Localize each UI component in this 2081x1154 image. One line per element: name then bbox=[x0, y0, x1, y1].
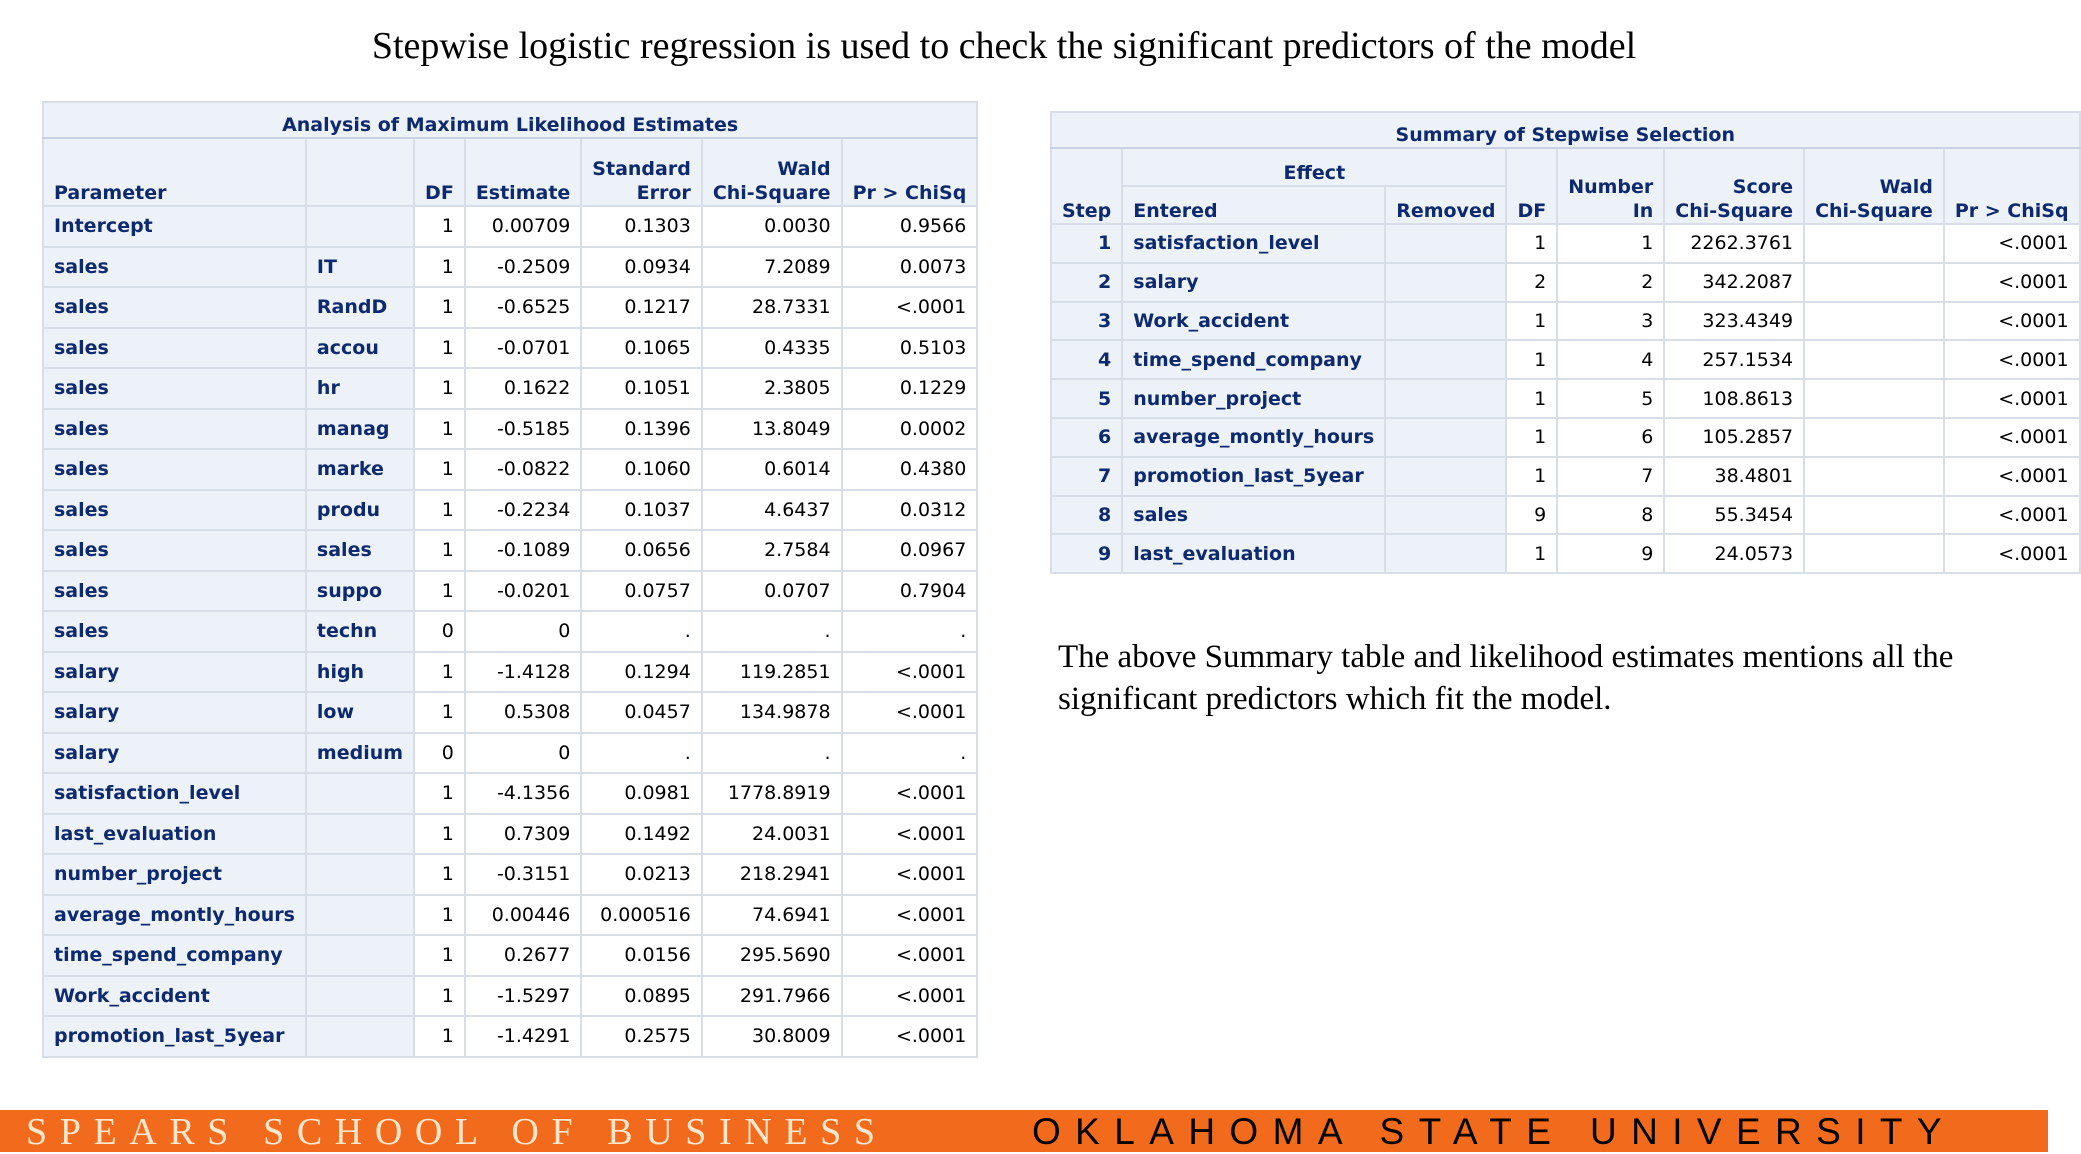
stepwise-row bbox=[1051, 302, 2080, 341]
mle-cell-wald-chisq: 7.2089 bbox=[702, 247, 842, 288]
mle-cell-estimate: 0.00446 bbox=[465, 895, 581, 936]
stepwise-cell-score-chisq: 2262.3761 bbox=[1664, 224, 1804, 263]
mle-cell-df: 1 bbox=[414, 1016, 465, 1057]
mle-cell-df: 1 bbox=[414, 814, 465, 855]
mle-cell-wald-chisq: 2.3805 bbox=[702, 368, 842, 409]
mle-cell-parameter: sales bbox=[43, 571, 306, 612]
mle-cell-estimate: -1.4291 bbox=[465, 1016, 581, 1057]
mle-row bbox=[43, 449, 977, 490]
stepwise-table bbox=[1050, 111, 2081, 574]
mle-cell-level bbox=[306, 814, 414, 855]
stepwise-cell-number-in: 2 bbox=[1557, 263, 1664, 302]
stepwise-header-removed: Removed bbox=[1385, 186, 1506, 224]
stepwise-header-p: Pr > ChiSq bbox=[1944, 148, 2080, 224]
mle-cell-estimate: -0.5185 bbox=[465, 409, 581, 450]
mle-cell-parameter: time_spend_company bbox=[43, 935, 306, 976]
mle-cell-estimate: -1.4128 bbox=[465, 652, 581, 693]
stepwise-header-step: Step bbox=[1051, 148, 1122, 224]
mle-cell-std-error: 0.0895 bbox=[581, 976, 702, 1017]
mle-header-std-error-line2: Error bbox=[636, 182, 691, 204]
stepwise-row bbox=[1051, 534, 2080, 573]
mle-cell-p-value: . bbox=[842, 733, 978, 774]
mle-row bbox=[43, 611, 977, 652]
mle-cell-p-value: <.0001 bbox=[842, 773, 978, 814]
stepwise-cell-number-in: 4 bbox=[1557, 340, 1664, 379]
mle-cell-std-error: . bbox=[581, 611, 702, 652]
mle-cell-estimate: -0.0822 bbox=[465, 449, 581, 490]
mle-cell-std-error: 0.0156 bbox=[581, 935, 702, 976]
stepwise-cell-number-in: 9 bbox=[1557, 534, 1664, 573]
mle-cell-std-error: 0.0656 bbox=[581, 530, 702, 571]
mle-cell-std-error: 0.0981 bbox=[581, 773, 702, 814]
mle-cell-wald-chisq: 119.2851 bbox=[702, 652, 842, 693]
mle-header-wald bbox=[702, 138, 842, 206]
stepwise-header-entered: Entered bbox=[1122, 186, 1385, 224]
mle-cell-level: manag bbox=[306, 409, 414, 450]
mle-cell-df: 1 bbox=[414, 530, 465, 571]
mle-cell-std-error: 0.1065 bbox=[581, 328, 702, 369]
mle-cell-wald-chisq: 0.0030 bbox=[702, 206, 842, 247]
stepwise-cell-score-chisq: 105.2857 bbox=[1664, 418, 1804, 457]
mle-cell-p-value: 0.4380 bbox=[842, 449, 978, 490]
mle-cell-level bbox=[306, 1016, 414, 1057]
mle-cell-estimate: -0.2234 bbox=[465, 490, 581, 531]
mle-cell-df: 1 bbox=[414, 247, 465, 288]
mle-cell-std-error: 0.1037 bbox=[581, 490, 702, 531]
mle-row bbox=[43, 976, 977, 1017]
mle-cell-p-value: 0.0073 bbox=[842, 247, 978, 288]
stepwise-cell-removed bbox=[1385, 224, 1506, 263]
stepwise-cell-number-in: 1 bbox=[1557, 224, 1664, 263]
stepwise-cell-df: 1 bbox=[1506, 224, 1557, 263]
stepwise-header-wald bbox=[1804, 148, 1944, 224]
stepwise-cell-score-chisq: 257.1534 bbox=[1664, 340, 1804, 379]
mle-cell-wald-chisq: 291.7966 bbox=[702, 976, 842, 1017]
mle-header-wald-line2: Chi-Square bbox=[712, 182, 831, 204]
stepwise-cell-entered: sales bbox=[1122, 496, 1385, 535]
stepwise-cell-p-value: <.0001 bbox=[1944, 263, 2080, 302]
mle-cell-estimate: -0.1089 bbox=[465, 530, 581, 571]
stepwise-cell-step: 6 bbox=[1051, 418, 1122, 457]
mle-cell-estimate: -4.1356 bbox=[465, 773, 581, 814]
mle-header-parameter: Parameter bbox=[43, 138, 306, 206]
mle-cell-estimate: -0.3151 bbox=[465, 854, 581, 895]
mle-cell-parameter: sales bbox=[43, 530, 306, 571]
mle-cell-estimate: 0 bbox=[465, 733, 581, 774]
footer-university: OKLAHOMA STATE UNIVERSITY bbox=[1032, 1111, 1957, 1152]
stepwise-cell-wald-chisq bbox=[1804, 457, 1944, 496]
mle-cell-std-error: 0.1294 bbox=[581, 652, 702, 693]
mle-row bbox=[43, 328, 977, 369]
stepwise-cell-wald-chisq bbox=[1804, 534, 1944, 573]
stepwise-header-wald-line1: Wald bbox=[1879, 176, 1933, 198]
mle-caption: Analysis of Maximum Likelihood Estimates bbox=[43, 102, 977, 138]
stepwise-cell-step: 8 bbox=[1051, 496, 1122, 535]
mle-cell-wald-chisq: 0.0707 bbox=[702, 571, 842, 612]
stepwise-header-df: DF bbox=[1506, 148, 1557, 224]
stepwise-cell-df: 2 bbox=[1506, 263, 1557, 302]
mle-cell-level: accou bbox=[306, 328, 414, 369]
stepwise-cell-removed bbox=[1385, 496, 1506, 535]
stepwise-cell-wald-chisq bbox=[1804, 302, 1944, 341]
mle-row bbox=[43, 287, 977, 328]
stepwise-row bbox=[1051, 457, 2080, 496]
stepwise-cell-removed bbox=[1385, 263, 1506, 302]
stepwise-cell-p-value: <.0001 bbox=[1944, 534, 2080, 573]
mle-row bbox=[43, 530, 977, 571]
mle-cell-parameter: last_evaluation bbox=[43, 814, 306, 855]
mle-cell-p-value: 0.1229 bbox=[842, 368, 978, 409]
mle-row bbox=[43, 1016, 977, 1057]
stepwise-cell-entered: promotion_last_5year bbox=[1122, 457, 1385, 496]
mle-cell-level: hr bbox=[306, 368, 414, 409]
mle-cell-wald-chisq: 4.6437 bbox=[702, 490, 842, 531]
mle-cell-std-error: . bbox=[581, 733, 702, 774]
mle-cell-df: 1 bbox=[414, 773, 465, 814]
mle-row bbox=[43, 773, 977, 814]
stepwise-cell-removed bbox=[1385, 302, 1506, 341]
mle-cell-p-value: <.0001 bbox=[842, 287, 978, 328]
mle-cell-p-value: 0.0967 bbox=[842, 530, 978, 571]
mle-cell-estimate: 0 bbox=[465, 611, 581, 652]
mle-cell-p-value: <.0001 bbox=[842, 935, 978, 976]
mle-cell-parameter: sales bbox=[43, 287, 306, 328]
mle-cell-level: marke bbox=[306, 449, 414, 490]
mle-cell-wald-chisq: 295.5690 bbox=[702, 935, 842, 976]
stepwise-cell-wald-chisq bbox=[1804, 340, 1944, 379]
mle-cell-estimate: -0.0201 bbox=[465, 571, 581, 612]
stepwise-caption: Summary of Stepwise Selection bbox=[1051, 112, 2080, 148]
mle-row bbox=[43, 368, 977, 409]
mle-cell-level bbox=[306, 854, 414, 895]
stepwise-cell-number-in: 7 bbox=[1557, 457, 1664, 496]
stepwise-row bbox=[1051, 224, 2080, 263]
stepwise-header-score-line1: Score bbox=[1732, 176, 1794, 198]
stepwise-cell-p-value: <.0001 bbox=[1944, 340, 2080, 379]
mle-cell-df: 1 bbox=[414, 449, 465, 490]
mle-cell-df: 1 bbox=[414, 935, 465, 976]
stepwise-cell-entered: time_spend_company bbox=[1122, 340, 1385, 379]
stepwise-cell-entered: salary bbox=[1122, 263, 1385, 302]
mle-row bbox=[43, 409, 977, 450]
mle-cell-estimate: 0.00709 bbox=[465, 206, 581, 247]
stepwise-cell-df: 1 bbox=[1506, 457, 1557, 496]
stepwise-cell-p-value: <.0001 bbox=[1944, 457, 2080, 496]
mle-row bbox=[43, 895, 977, 936]
mle-cell-df: 0 bbox=[414, 733, 465, 774]
mle-cell-p-value: <.0001 bbox=[842, 1016, 978, 1057]
mle-header-df: DF bbox=[414, 138, 465, 206]
stepwise-row bbox=[1051, 340, 2080, 379]
mle-cell-df: 1 bbox=[414, 368, 465, 409]
mle-cell-estimate: 0.7309 bbox=[465, 814, 581, 855]
mle-cell-p-value: <.0001 bbox=[842, 854, 978, 895]
stepwise-cell-removed bbox=[1385, 379, 1506, 418]
stepwise-cell-step: 7 bbox=[1051, 457, 1122, 496]
mle-cell-level bbox=[306, 206, 414, 247]
stepwise-cell-df: 1 bbox=[1506, 418, 1557, 457]
stepwise-cell-entered: number_project bbox=[1122, 379, 1385, 418]
mle-cell-df: 1 bbox=[414, 206, 465, 247]
mle-cell-p-value: 0.0002 bbox=[842, 409, 978, 450]
mle-cell-wald-chisq: 24.0031 bbox=[702, 814, 842, 855]
mle-cell-level bbox=[306, 895, 414, 936]
mle-cell-parameter: promotion_last_5year bbox=[43, 1016, 306, 1057]
mle-cell-wald-chisq: 1778.8919 bbox=[702, 773, 842, 814]
mle-cell-df: 1 bbox=[414, 490, 465, 531]
mle-cell-p-value: . bbox=[842, 611, 978, 652]
slide-title bbox=[0, 24, 2048, 68]
stepwise-cell-entered: average_montly_hours bbox=[1122, 418, 1385, 457]
mle-cell-estimate: 0.1622 bbox=[465, 368, 581, 409]
mle-row bbox=[43, 814, 977, 855]
mle-header-std-error-line1: Standard bbox=[592, 158, 691, 180]
stepwise-cell-p-value: <.0001 bbox=[1944, 379, 2080, 418]
mle-cell-level bbox=[306, 976, 414, 1017]
stepwise-cell-step: 2 bbox=[1051, 263, 1122, 302]
stepwise-header-number-line2: In bbox=[1632, 200, 1654, 222]
stepwise-cell-p-value: <.0001 bbox=[1944, 496, 2080, 535]
stepwise-cell-removed bbox=[1385, 418, 1506, 457]
stepwise-cell-wald-chisq bbox=[1804, 263, 1944, 302]
mle-cell-level: produ bbox=[306, 490, 414, 531]
mle-cell-parameter: average_montly_hours bbox=[43, 895, 306, 936]
mle-cell-parameter: salary bbox=[43, 733, 306, 774]
mle-cell-df: 1 bbox=[414, 652, 465, 693]
mle-cell-parameter: salary bbox=[43, 692, 306, 733]
stepwise-cell-entered: last_evaluation bbox=[1122, 534, 1385, 573]
stepwise-cell-number-in: 5 bbox=[1557, 379, 1664, 418]
stepwise-header-score-line2: Chi-Square bbox=[1675, 200, 1794, 222]
mle-cell-std-error: 0.1217 bbox=[581, 287, 702, 328]
mle-cell-parameter: sales bbox=[43, 449, 306, 490]
mle-cell-level bbox=[306, 935, 414, 976]
mle-cell-parameter: Work_accident bbox=[43, 976, 306, 1017]
mle-cell-p-value: 0.0312 bbox=[842, 490, 978, 531]
mle-cell-p-value: <.0001 bbox=[842, 692, 978, 733]
mle-cell-wald-chisq: . bbox=[702, 733, 842, 774]
stepwise-cell-wald-chisq bbox=[1804, 379, 1944, 418]
mle-cell-wald-chisq: 30.8009 bbox=[702, 1016, 842, 1057]
mle-cell-estimate: -0.0701 bbox=[465, 328, 581, 369]
mle-cell-wald-chisq: 13.8049 bbox=[702, 409, 842, 450]
mle-cell-df: 1 bbox=[414, 571, 465, 612]
stepwise-cell-score-chisq: 38.4801 bbox=[1664, 457, 1804, 496]
mle-cell-std-error: 0.1060 bbox=[581, 449, 702, 490]
mle-cell-estimate: -0.2509 bbox=[465, 247, 581, 288]
mle-row bbox=[43, 247, 977, 288]
stepwise-row bbox=[1051, 263, 2080, 302]
stepwise-cell-step: 5 bbox=[1051, 379, 1122, 418]
mle-body bbox=[43, 206, 977, 1057]
stepwise-cell-removed bbox=[1385, 534, 1506, 573]
footer-banner bbox=[0, 1110, 2048, 1152]
mle-cell-df: 1 bbox=[414, 854, 465, 895]
mle-row bbox=[43, 206, 977, 247]
mle-cell-level: suppo bbox=[306, 571, 414, 612]
mle-cell-std-error: 0.1303 bbox=[581, 206, 702, 247]
mle-row bbox=[43, 733, 977, 774]
mle-cell-level: sales bbox=[306, 530, 414, 571]
stepwise-row bbox=[1051, 379, 2080, 418]
slide-title-text: Stepwise logistic regression is used to check the significant predictors of the model bbox=[371, 25, 1637, 67]
mle-cell-parameter: sales bbox=[43, 490, 306, 531]
mle-cell-parameter: sales bbox=[43, 409, 306, 450]
mle-cell-estimate: 0.5308 bbox=[465, 692, 581, 733]
stepwise-header-number-in bbox=[1557, 148, 1664, 224]
mle-row bbox=[43, 935, 977, 976]
stepwise-cell-step: 3 bbox=[1051, 302, 1122, 341]
mle-row bbox=[43, 692, 977, 733]
stepwise-header-effect: Effect bbox=[1122, 148, 1506, 186]
mle-cell-p-value: <.0001 bbox=[842, 814, 978, 855]
mle-cell-parameter: sales bbox=[43, 328, 306, 369]
mle-cell-df: 1 bbox=[414, 895, 465, 936]
mle-cell-p-value: 0.7904 bbox=[842, 571, 978, 612]
stepwise-cell-wald-chisq bbox=[1804, 224, 1944, 263]
stepwise-cell-score-chisq: 55.3454 bbox=[1664, 496, 1804, 535]
stepwise-header-number-line1: Number bbox=[1568, 176, 1654, 198]
stepwise-cell-number-in: 3 bbox=[1557, 302, 1664, 341]
stepwise-cell-number-in: 6 bbox=[1557, 418, 1664, 457]
mle-cell-estimate: 0.2677 bbox=[465, 935, 581, 976]
mle-cell-level: low bbox=[306, 692, 414, 733]
mle-cell-std-error: 0.1492 bbox=[581, 814, 702, 855]
stepwise-cell-p-value: <.0001 bbox=[1944, 224, 2080, 263]
mle-cell-std-error: 0.000516 bbox=[581, 895, 702, 936]
mle-header-level bbox=[306, 138, 414, 206]
stepwise-cell-df: 1 bbox=[1506, 534, 1557, 573]
mle-cell-level: RandD bbox=[306, 287, 414, 328]
mle-cell-std-error: 0.0934 bbox=[581, 247, 702, 288]
mle-cell-estimate: -0.6525 bbox=[465, 287, 581, 328]
mle-cell-std-error: 0.0757 bbox=[581, 571, 702, 612]
mle-cell-parameter: satisfaction_level bbox=[43, 773, 306, 814]
mle-cell-df: 1 bbox=[414, 409, 465, 450]
stepwise-cell-wald-chisq bbox=[1804, 418, 1944, 457]
stepwise-cell-removed bbox=[1385, 457, 1506, 496]
mle-cell-std-error: 0.0457 bbox=[581, 692, 702, 733]
stepwise-cell-df: 9 bbox=[1506, 496, 1557, 535]
mle-cell-p-value: <.0001 bbox=[842, 652, 978, 693]
mle-cell-p-value: 0.9566 bbox=[842, 206, 978, 247]
mle-cell-parameter: number_project bbox=[43, 854, 306, 895]
stepwise-cell-step: 4 bbox=[1051, 340, 1122, 379]
mle-row bbox=[43, 490, 977, 531]
mle-cell-parameter: salary bbox=[43, 652, 306, 693]
mle-header-wald-line1: Wald bbox=[777, 158, 831, 180]
mle-cell-parameter: sales bbox=[43, 611, 306, 652]
mle-cell-parameter: sales bbox=[43, 247, 306, 288]
mle-cell-level bbox=[306, 773, 414, 814]
mle-header-std-error bbox=[581, 138, 702, 206]
mle-cell-df: 1 bbox=[414, 692, 465, 733]
mle-cell-wald-chisq: . bbox=[702, 611, 842, 652]
mle-header-p: Pr > ChiSq bbox=[842, 138, 978, 206]
mle-table bbox=[42, 101, 978, 1058]
mle-cell-p-value: <.0001 bbox=[842, 895, 978, 936]
stepwise-cell-number-in: 8 bbox=[1557, 496, 1664, 535]
stepwise-cell-entered: satisfaction_level bbox=[1122, 224, 1385, 263]
stepwise-row bbox=[1051, 418, 2080, 457]
summary-note: The above Summary table and likelihood estimates mentions all the significant predictors which fit the model. bbox=[1058, 639, 1954, 717]
mle-cell-df: 1 bbox=[414, 328, 465, 369]
mle-cell-level: IT bbox=[306, 247, 414, 288]
mle-cell-wald-chisq: 0.6014 bbox=[702, 449, 842, 490]
mle-cell-df: 1 bbox=[414, 287, 465, 328]
stepwise-cell-step: 9 bbox=[1051, 534, 1122, 573]
mle-cell-level: medium bbox=[306, 733, 414, 774]
mle-cell-std-error: 0.0213 bbox=[581, 854, 702, 895]
mle-cell-wald-chisq: 0.4335 bbox=[702, 328, 842, 369]
stepwise-cell-removed bbox=[1385, 340, 1506, 379]
mle-cell-p-value: <.0001 bbox=[842, 976, 978, 1017]
mle-cell-wald-chisq: 134.9878 bbox=[702, 692, 842, 733]
stepwise-cell-df: 1 bbox=[1506, 340, 1557, 379]
stepwise-header-wald-line2: Chi-Square bbox=[1815, 200, 1933, 222]
footer-school: SPEARS SCHOOL OF BUSINESS bbox=[26, 1111, 888, 1153]
stepwise-cell-df: 1 bbox=[1506, 379, 1557, 418]
mle-cell-std-error: 0.2575 bbox=[581, 1016, 702, 1057]
mle-cell-df: 0 bbox=[414, 611, 465, 652]
mle-cell-estimate: -1.5297 bbox=[465, 976, 581, 1017]
mle-row bbox=[43, 854, 977, 895]
stepwise-cell-df: 1 bbox=[1506, 302, 1557, 341]
mle-cell-parameter: Intercept bbox=[43, 206, 306, 247]
stepwise-cell-score-chisq: 323.4349 bbox=[1664, 302, 1804, 341]
mle-row bbox=[43, 571, 977, 612]
mle-cell-wald-chisq: 218.2941 bbox=[702, 854, 842, 895]
stepwise-row bbox=[1051, 496, 2080, 535]
stepwise-cell-step: 1 bbox=[1051, 224, 1122, 263]
mle-cell-parameter: sales bbox=[43, 368, 306, 409]
stepwise-body bbox=[1051, 224, 2080, 573]
mle-cell-df: 1 bbox=[414, 976, 465, 1017]
stepwise-cell-score-chisq: 24.0573 bbox=[1664, 534, 1804, 573]
mle-cell-p-value: 0.5103 bbox=[842, 328, 978, 369]
stepwise-cell-wald-chisq bbox=[1804, 496, 1944, 535]
stepwise-cell-entered: Work_accident bbox=[1122, 302, 1385, 341]
mle-header-estimate: Estimate bbox=[465, 138, 581, 206]
mle-cell-level: high bbox=[306, 652, 414, 693]
stepwise-cell-p-value: <.0001 bbox=[1944, 418, 2080, 457]
mle-cell-wald-chisq: 2.7584 bbox=[702, 530, 842, 571]
stepwise-header-score bbox=[1664, 148, 1804, 224]
stepwise-cell-p-value: <.0001 bbox=[1944, 302, 2080, 341]
mle-cell-std-error: 0.1396 bbox=[581, 409, 702, 450]
stepwise-cell-score-chisq: 108.8613 bbox=[1664, 379, 1804, 418]
mle-cell-std-error: 0.1051 bbox=[581, 368, 702, 409]
stepwise-cell-score-chisq: 342.2087 bbox=[1664, 263, 1804, 302]
mle-cell-level: techn bbox=[306, 611, 414, 652]
mle-row bbox=[43, 652, 977, 693]
mle-cell-wald-chisq: 74.6941 bbox=[702, 895, 842, 936]
mle-cell-wald-chisq: 28.7331 bbox=[702, 287, 842, 328]
